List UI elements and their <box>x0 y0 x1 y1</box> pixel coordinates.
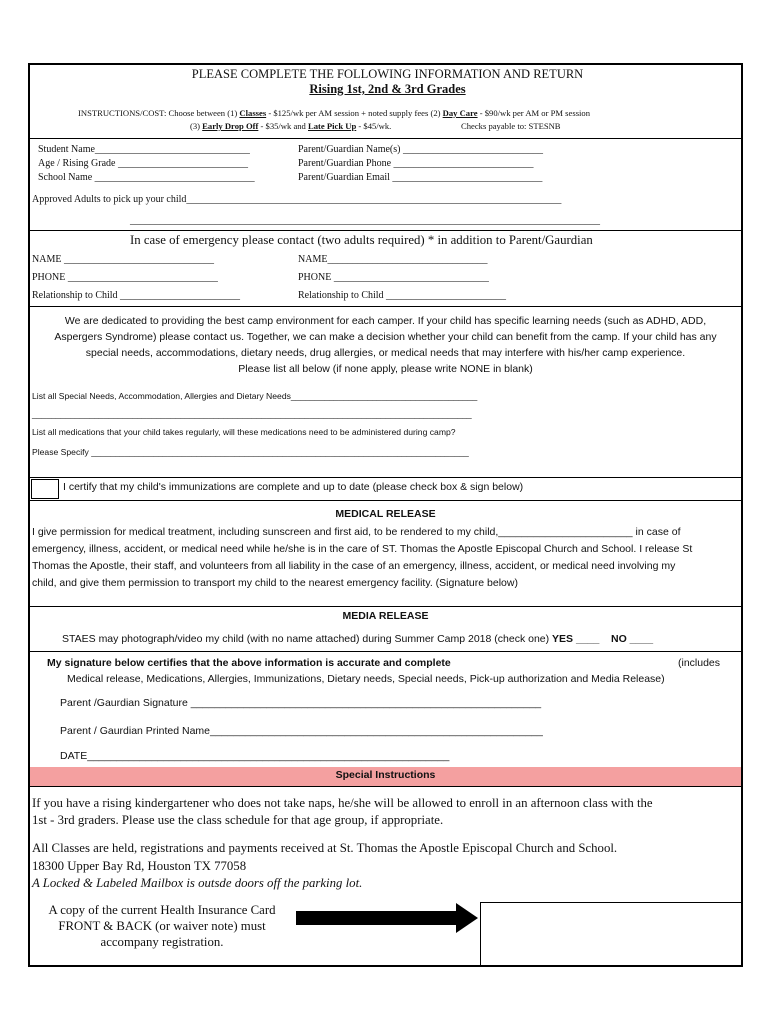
emergency-heading: In case of emergency please contact (two adults required) * in addition to Parent/Gaurdian <box>130 233 593 247</box>
form-subtitle: Rising 1st, 2nd & 3rd Grades <box>309 82 466 96</box>
signature-includes: (includes <box>678 657 721 669</box>
medications-specify-field[interactable]: Please Specify _______________________________________________________________________________ <box>32 447 469 457</box>
immunization-statement: I certify that my child's immunizations are complete and up to date (please check box & sign below) <box>63 481 524 493</box>
right-arrow-icon <box>296 903 478 933</box>
emergency-relationship-1[interactable]: Relationship to Child ________________________ <box>32 290 241 301</box>
divider <box>30 230 741 231</box>
special-needs-text-4: Please list all below (if none apply, please write NONE in blank) <box>238 363 533 375</box>
insurance-card-box[interactable] <box>480 902 741 965</box>
mailbox-note: A Locked & Labeled Mailbox is outsde doors off the parking lot. <box>32 876 363 890</box>
kindergarten-note-2: 1st - 3rd graders. Please use the class schedule for that age group, if appropriate. <box>32 813 444 827</box>
medical-release-text-1: I give permission for medical treatment, including sunscreen and first aid, to be rendered to my child,_______________________ in case of <box>32 526 681 538</box>
form-title: PLEASE COMPLETE THE FOLLOWING INFORMATION AND RETURN <box>191 67 584 81</box>
parent-phone-field[interactable]: Parent/Guardian Phone ____________________________ <box>298 158 534 169</box>
divider <box>30 606 741 607</box>
special-needs-text-2: Aspergers Syndrome) please contact us. Together, we can make a decision whether your child can benefit from the camp. If your child has any <box>54 331 717 343</box>
divider <box>30 306 741 307</box>
registration-form <box>28 63 743 967</box>
media-release-text: STAES may photograph/video my child (with no name attached) during Summer Camp 2018 (check one) YES ____ NO ____ <box>62 633 654 645</box>
special-needs-text-3: special needs, accommodations, dietary needs, drug allergies, or medical needs that may interfere with his/her camp experience. <box>85 347 686 359</box>
school-name-field[interactable]: School Name ________________________________ <box>38 172 255 183</box>
checks-payable: Checks payable to: STESNB <box>461 121 561 131</box>
instructions-line-2: (3) Early Drop Off - $35/wk and Late Pick Up - $45/wk. <box>190 121 392 131</box>
medical-release-text-3: Thomas the Apostle, their staff, and volunteers from all liability in the case of an emergency, illness, accident, or medical need involving my <box>32 560 676 572</box>
divider <box>30 477 741 478</box>
address-note-2: 18300 Upper Bay Rd, Houston TX 77058 <box>32 859 247 873</box>
parent-name-field[interactable]: Parent/Guardian Name(s) ____________________________ <box>298 144 543 155</box>
emergency-phone-1[interactable]: PHONE ______________________________ <box>32 272 218 283</box>
early-drop-label: Early Drop Off <box>202 121 259 131</box>
medications-question: List all medications that your child takes regularly, will these medications need to be administered during camp? <box>32 427 456 437</box>
divider <box>30 651 741 652</box>
divider <box>30 786 741 787</box>
medical-release-heading: MEDICAL RELEASE <box>335 508 436 520</box>
special-needs-field-line-2[interactable]: ____________________________________________________________________________________________ <box>32 409 472 419</box>
student-name-field[interactable]: Student Name_______________________________ <box>38 144 250 155</box>
insurance-note-2: FRONT & BACK (or waiver note) must <box>58 919 266 933</box>
parent-printed-name-field[interactable]: Parent / Gaurdian Printed Name_________________________________________________________ <box>60 725 543 737</box>
late-pickup-label: Late Pick Up <box>308 121 357 131</box>
emergency-relationship-2[interactable]: Relationship to Child ________________________ <box>298 290 507 301</box>
media-no-option[interactable]: NO ____ <box>611 633 654 645</box>
kindergarten-note-1: If you have a rising kindergartener who does not take naps, he/she will be allowed to enroll in an afternoon class with the <box>32 796 653 810</box>
signature-certifies: My signature below certifies that the above information is accurate and complete <box>47 657 451 669</box>
daycare-label: Day Care <box>442 108 478 118</box>
emergency-name-2[interactable]: NAME________________________________ <box>298 254 488 265</box>
divider <box>30 138 741 139</box>
approved-adults-line-2[interactable]: ______________________________________________________________________________________________ <box>130 215 600 226</box>
special-instructions-heading: Special Instructions <box>335 769 436 781</box>
divider <box>30 500 741 501</box>
parent-email-field[interactable]: Parent/Guardian Email ______________________________ <box>298 172 543 183</box>
special-needs-text-1: We are dedicated to providing the best camp environment for each camper. If your child has specific learning needs (such as ADHD, ADD, <box>64 315 707 327</box>
immunization-checkbox[interactable] <box>31 479 59 499</box>
medical-release-text-4: child, and give them permission to transport my child to the nearest emergency facility. (Signature below) <box>32 577 518 589</box>
special-needs-field[interactable]: List all Special Needs, Accommodation, Allergies and Dietary Needs_______________________________________ <box>32 391 478 401</box>
address-note-1: All Classes are held, registrations and payments received at St. Thomas the Apostle Episcopal Church and School. <box>32 841 618 855</box>
emergency-phone-2[interactable]: PHONE _______________________________ <box>298 272 489 283</box>
media-yes-option[interactable]: YES ____ <box>552 633 600 645</box>
approved-adults-field[interactable]: Approved Adults to pick up your child___________________________________________________________________________ <box>32 194 562 205</box>
insurance-note-3: accompany registration. <box>100 935 224 949</box>
parent-signature-field[interactable]: Parent /Gaurdian Signature ____________________________________________________________ <box>60 697 542 709</box>
media-release-heading: MEDIA RELEASE <box>342 610 429 622</box>
signature-includes-list: Medical release, Medications, Allergies, Immunizations, Dietary needs, Special needs, Pick-up authorization and Media Release) <box>67 673 665 685</box>
classes-label: Classes <box>239 108 267 118</box>
instructions-line-1: INSTRUCTIONS/COST: Choose between (1) Classes - $125/wk per AM session + noted supply fees (2) Day Care - $90/wk per AM or PM session <box>78 108 591 118</box>
insurance-note-1: A copy of the current Health Insurance Card <box>48 903 276 917</box>
age-grade-field[interactable]: Age / Rising Grade __________________________ <box>38 158 248 169</box>
medical-release-text-2: emergency, illness, accident, or medical need while he/she is in the care of ST. Thomas the Apostle Episcopal Church and School. I release St <box>32 543 693 555</box>
date-field[interactable]: DATE______________________________________________________________ <box>60 750 450 762</box>
emergency-name-1[interactable]: NAME ______________________________ <box>32 254 214 265</box>
